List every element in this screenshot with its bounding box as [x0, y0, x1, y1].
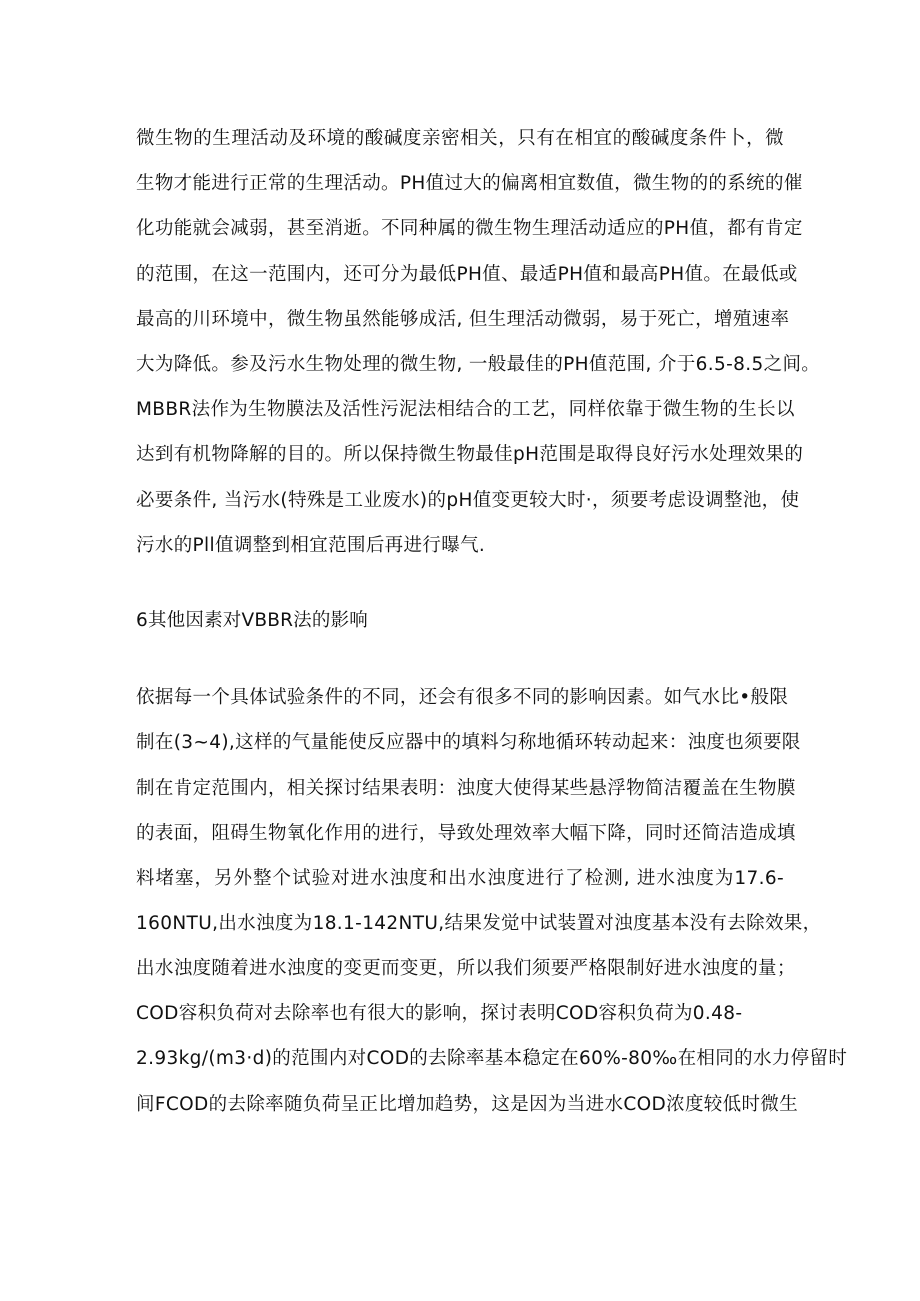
section-heading: 6其他因素对VBBR法的影响 [136, 610, 368, 631]
paragraph-1-line-8: 达到有机物降解的目的。所以保持微生物最佳pH范围是取得良好污水处理效果的 [136, 444, 804, 465]
paragraph-2-line-2: 制在(3~4),这样的气量能使反应器中的填料匀称地循环转动起来：浊度也须要限 [136, 732, 801, 753]
paragraph-2-line-10: 间FCOD的去除率随负荷呈正比增加趋势，这是因为当进水COD浓度较低时微生 [136, 1094, 799, 1115]
paragraph-2-line-9: 2.93kg∕(m3·d)的范围内对COD的去除率基本稳定在60%-80‰在相同的水力停留时 [136, 1048, 848, 1069]
paragraph-2-line-6: 160NTU,出水浊度为18.1-142NTU,结果发觉中试装置对浊度基本没有去除效果， [136, 913, 822, 934]
paragraph-1-line-4: 的范围，在这一范围内，还可分为最低PH值、最适PH值和最高PH值。在最低或 [136, 264, 798, 285]
paragraph-1-line-5: 最高的川环境中，微生物虽然能够成活, 但生理活动微弱，易于死亡，增殖速率 [136, 309, 790, 330]
paragraph-1-line-1: 微生物的生理活动及环境的酸碱度亲密相关，只有在相宜的酸碱度条件卜，微 [136, 128, 784, 149]
paragraph-1-line-6: 大为降低。参及污水生物处理的微生物, 一般最佳的PH值范围, 介于6.5-8.5之间。 [136, 354, 821, 375]
paragraph-1-line-9: 必要条件, 当污水(特殊是工业废水)的pH值变更较大时·，须要考虑设调整池，使 [136, 490, 800, 511]
paragraph-1-line-7: MBBR法作为生物膜法及活性污泥法相结合的工艺，同样依靠于微生物的生长以 [136, 399, 795, 420]
paragraph-2-line-8: COD容积负荷对去除率也有很大的影响，探讨表明COD容积负荷为0.48- [136, 1003, 743, 1024]
paragraph-2-line-4: 的表面，阻碍生物氧化作用的进行，导致处理效率大幅下降，同时还简洁造成填 [136, 823, 796, 844]
paragraph-2-line-5: 料堵塞，另外整个试验对进水浊度和出水浊度进行了检测, 进水浊度为17.6- [136, 868, 784, 889]
paragraph-2-line-3: 制在肯定范围内，相关探讨结果表明：浊度大使得某些悬浮物简洁覆盖在生物膜 [136, 778, 796, 799]
paragraph-1-line-2: 生物才能进行正常的生理活动。PH值过大的偏离相宜数值，微生物的的系统的催 [136, 173, 803, 194]
paragraph-2-line-7: 出水浊度随着进水浊度的变更而变更，所以我们须要严格限制好进水浊度的量； [136, 958, 796, 979]
paragraph-1-line-10: 污水的Pll值调整到相宜范围后再进行曝气. [136, 535, 486, 556]
paragraph-2-line-1: 依据每一个具体试验条件的不同，还会有很多不同的影响因素。如气水比•般限 [136, 687, 789, 708]
paragraph-1-line-3: 化功能就会减弱，甚至消逝。不同种属的微生物生理活动适应的PH值，都有肯定 [136, 218, 803, 239]
